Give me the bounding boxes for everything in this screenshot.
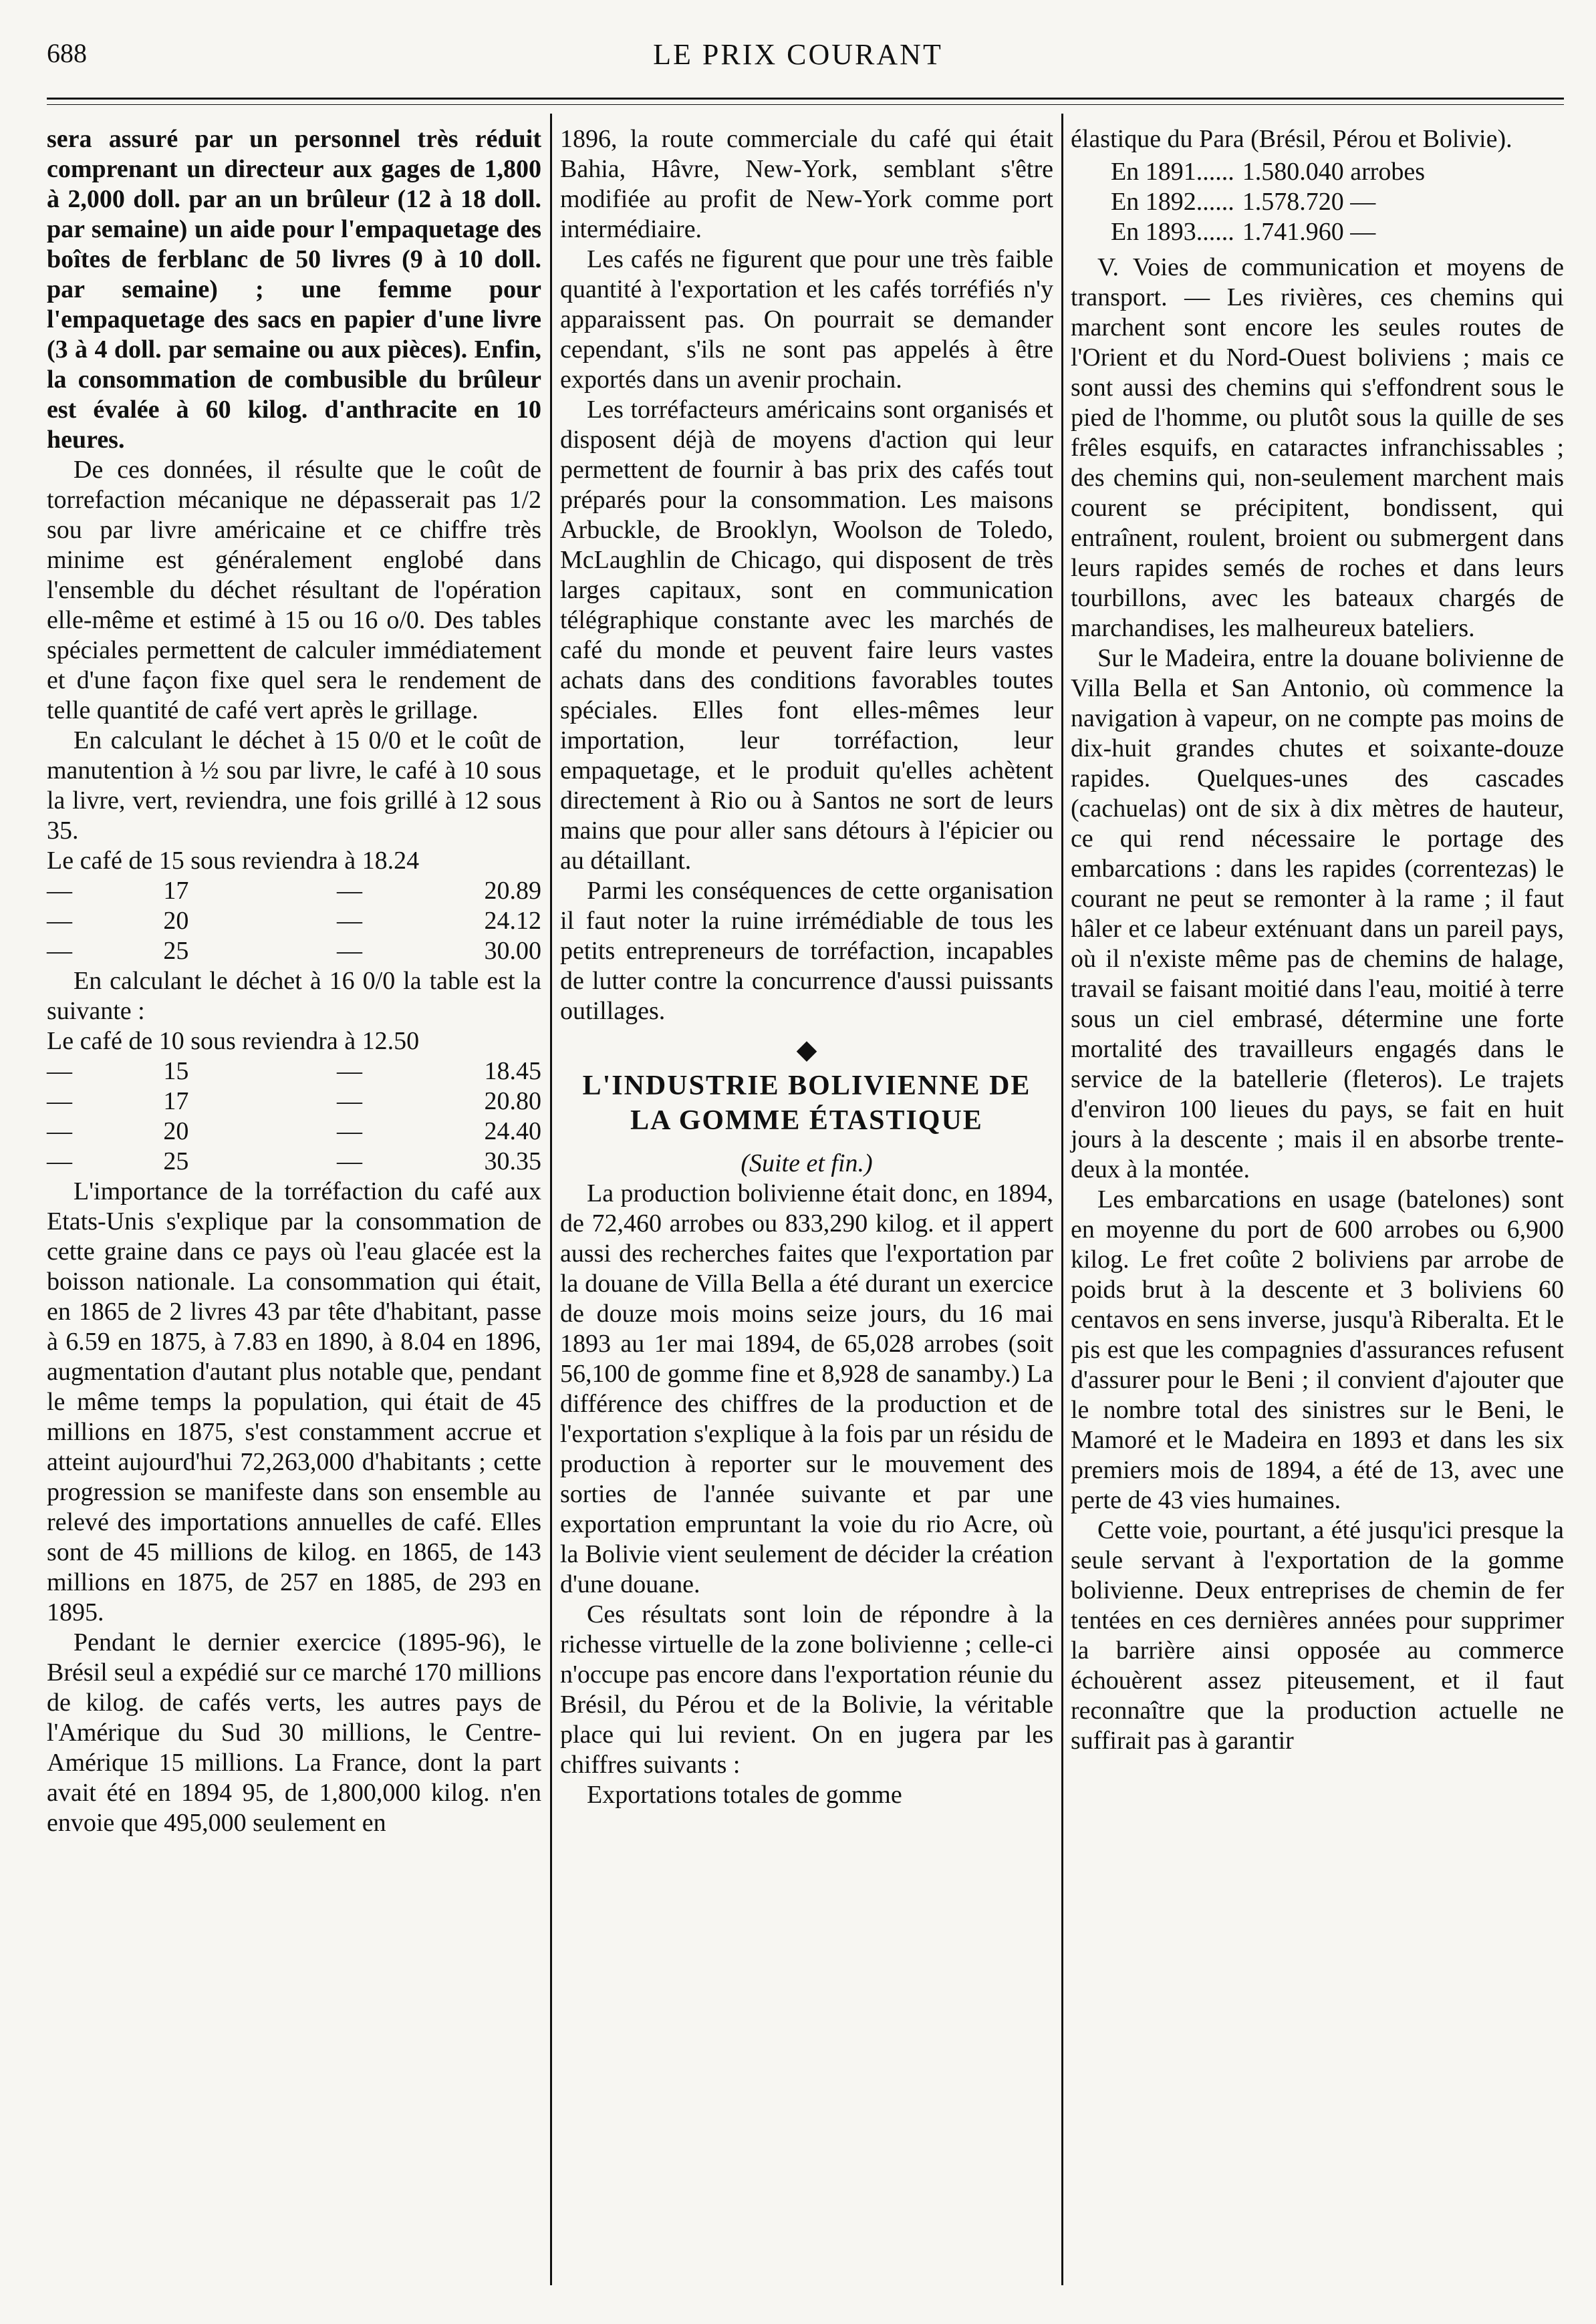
- column-divider-left: [550, 114, 552, 2285]
- ornament-icon: ◆: [796, 1034, 817, 1064]
- paragraph: En calculant le déchet à 16 0/0 la table est la suivante :: [47, 967, 541, 1025]
- section-subtitle: (Suite et fin.): [741, 1149, 873, 1177]
- paragraph: Sur le Madeira, entre la douane bolivienne de Villa Bella et San Antonio, où commence la navigation à vapeur, on ne compte pas moins de dix-huit grandes chutes et soixante-douze rapides. Quelques-unes des cascades (cachuelas) ont de six à dix mètres de hauteur, ce qui rend nécessaire le portage des embarcations : dans les rapides (correntezas) le courant ne peut se remonter à la rame ; il faut hâler et ce labeur exténuant dans un pareil pays, où il n'existe même pas de chemins de halage, travail se faisant moitié dans l'eau, moitié à terre sous un ciel embrasé, détermine une forte mortalité des travailleurs engagés dans le service de la batellerie (fleteros). Le trajets d'environ 100 lieues du pays, se fait en huit jours à la descente ; mais il en absorbe trente-deux à la montée.: [1071, 644, 1564, 1183]
- paragraph: élastique du Para (Brésil, Pérou et Bolivie).: [1071, 125, 1512, 153]
- paragraph: V. Voies de communication et moyens de transport. — Les rivières, ces chemins qui marchent sont encore les seules routes de l'Orient et du Nord-Ouest boliviens ; mais ce sont aussi des chemins qui s'effondrent sous le pied de l'homme, ou plutôt sous la quille de ses frêles esquifs, en cataractes infranchissables ; des chemins qui, non-seulement marchent mais courent se précipitent, bondissent, qui entraînent, roulent, broient ou submergent dans leurs rapides semés de roches et dans leurs tourbillons, avec les bateaux chargés de marchandises, les malheureux bateliers.: [1071, 253, 1564, 642]
- paragraph: Les cafés ne figurent que pour une très faible quantité à l'exportation et les cafés torréfiés n'y apparaissent pas. On pourrait se demander cependant, s'ils ne sont pas appelés à être exportés dans un avenir prochain.: [560, 245, 1053, 394]
- paragraph: Parmi les conséquences de cette organisation il faut noter la ruine irrémédiable de tous les petits entrepreneurs de torréfaction, incapables de lutter contre la concurrence d'aussi puissants outillages.: [560, 877, 1053, 1025]
- table-row: — 25 — 30.35: [47, 1147, 541, 1175]
- paragraph: En calculant le déchet à 15 0/0 et le coût de manutention à ½ sou par livre, le café à 10 sous la livre, vert, reviendra, une fois grillé à 12 sous 35.: [47, 726, 541, 845]
- column-2: [560, 124, 1053, 1810]
- column-1: [47, 124, 541, 1838]
- header-rule: [47, 98, 1564, 100]
- column-divider-right: [1061, 114, 1063, 2285]
- column-3: [1071, 124, 1564, 1756]
- paragraph: Ces résultats sont loin de répondre à la richesse virtuelle de la zone bolivienne ; celle-ci n'occupe pas encore dans l'exportation réunie du Brésil, du Pérou et de la Bolivie, la véritable place qui lui revient. On en jugera par les chiffres suivants :: [560, 1600, 1053, 1779]
- paragraph: L'importance de la torréfaction du café aux Etats-Unis s'explique par la consommation de cette graine dans ce pays où l'eau glacée est la boisson nationale. La consommation qui était, en 1865 de 2 livres 43 par tête d'habitant, passe à 6.59 en 1875, à 7.83 en 1890, à 8.04 en 1896, augmentation d'autant plus notable que, pendant le même temps la population, qui était de 45 millions en 1875, s'est constamment accrue et atteint aujourd'hui 72,263,000 d'habitants ; cette progression se manifeste dans son ensemble au relevé des importations annuelles de café. Elles sont de 45 millions de kilog. en 1865, de 143 millions en 1875, de 257 en 1885, de 293 en 1895.: [47, 1177, 541, 1626]
- paragraph: sera assuré par un personnel très réduit comprenant un directeur aux gages de 1,800 à 2,000 doll. par an un brûleur (12 à 18 doll. par semaine) un aide pour l'empaquetage des boîtes de ferblanc de 50 livres (9 à 10 doll. par semaine) ; une femme pour l'empaquetage des sacs en papier d'une livre (3 à 4 doll. par semaine ou aux pièces). Enfin, la consommation de combusible du brûleur est évalée à 60 kilog. d'anthracite en 10 heures.: [47, 125, 541, 454]
- table-row: — 20 — 24.40: [47, 1117, 541, 1145]
- export-table: [1111, 157, 1433, 247]
- paragraph: 1896, la route commerciale du café qui était Bahia, Hâvre, New-York, semblant s'être modifiée au profit de New-York comme port intermédiaire.: [560, 125, 1053, 243]
- table-row: — 25 — 30.00: [47, 937, 541, 965]
- table-row: — 17 — 20.80: [47, 1087, 541, 1115]
- section-title-line: LA GOMME ÉTASTIQUE: [630, 1105, 983, 1136]
- section-title-line: L'INDUSTRIE BOLIVIENNE DE: [582, 1070, 1031, 1101]
- table-row: En 1892...... 1.578.720 —: [1111, 188, 1376, 216]
- price-table-1: [47, 876, 541, 966]
- table-intro: Le café de 15 sous reviendra à 18.24: [47, 847, 420, 875]
- table-row: — 17 — 20.89: [47, 877, 541, 905]
- paragraph: Cette voie, pourtant, a été jusqu'ici presque la seule servant à l'exportation de la gomme bolivienne. Deux entreprises de chemin de fer tentées en ces dernières années pour supprimer la barrière ainsi opposée au commerce échouèrent assez piteusement, et il faut reconnaître que la production actuelle ne suffirait pas à garantir: [1071, 1516, 1564, 1755]
- paragraph: Pendant le dernier exercice (1895-96), le Brésil seul a expédié sur ce marché 170 millions de kilog. de cafés verts, les autres pays de l'Amérique du Sud 30 millions, le Centre-Amérique 15 millions. La France, dont la part avait été en 1894 95, de 1,800,000 kilog. n'en envoie que 495,000 seulement en: [47, 1628, 541, 1837]
- table-row: — 15 — 18.45: [47, 1057, 541, 1085]
- price-table-2: [47, 1056, 541, 1177]
- table-row: — 20 — 24.12: [47, 907, 541, 935]
- paragraph: La production bolivienne était donc, en 1894, de 72,460 arrobes ou 833,290 kilog. et il appert aussi des recherches faites que l'exportation par la douane de Villa Bella a été durant un exercice de douze mois moins seize jours, du 16 mai 1893 au 1er mai 1894, de 65,028 arrobes (soit 56,100 de gomme fine et 8,928 de sanamby.) La différence des chiffres de la production et de l'exportation s'explique à la fois par un résidu de production à reporter sur le mouvement des sorties de l'année suivante et par une exportation empruntant la voie du rio Acre, où la Bolivie vient seulement de décider la création d'une douane.: [560, 1179, 1053, 1598]
- paragraph: De ces données, il résulte que le coût de torrefaction mécanique ne dépasserait pas 1/2 sou par livre américaine et ce chiffre très minime est généralement englobé dans l'ensemble du déchet résultant de l'opération elle-même et estimé à 15 ou 16 o/0. Des tables spéciales permettent de calculer immédiatement et d'une façon fixe quel sera le rendement de telle quantité de café vert après le grillage.: [47, 456, 541, 724]
- table-row: En 1891...... 1.580.040 arrobes: [1111, 158, 1426, 186]
- paragraph: Les embarcations en usage (batelones) sont en moyenne du port de 600 arrobes ou 6,900 kilog. Le fret coûte 2 boliviens par arrobe de poids brut à la descente et 3 boliviens 60 centavos en sens inverse, jusqu'à Riberalta. Et le pis est que les compagnies d'assurances refusent d'assurer pour le Beni ; il convient d'ajouter que le nombre total des sinistres sur le Beni, le Mamoré et le Madeira en 1893 et dans les six premiers mois de 1894, a été de 13, avec une perte de 43 vies humaines.: [1071, 1185, 1564, 1514]
- table-row: En 1893...... 1.741.960 —: [1111, 218, 1376, 246]
- page-number: 688: [47, 38, 87, 68]
- page-header: [0, 37, 1596, 78]
- table-intro: Le café de 10 sous reviendra à 12.50: [47, 1027, 420, 1055]
- section-title: [560, 1068, 1053, 1138]
- paragraph: Les torréfacteurs américains sont organisés et disposent déjà de moyens d'action qui leur permettent de fournir à bas prix des cafés tout préparés pour la consommation. Les maisons Arbuckle, de Brooklyn, Woolson de Toledo, McLaughlin de Chicago, qui disposent de très larges capitaux, sont en communication télégraphique constante avec les marchés de café du monde et peuvent faire leurs vastes achats dans des conditions favorables toutes spéciales. Elles font elles-mêmes leur importation, leur torréfaction, leur empaquetage, et le produit qu'elles achètent directement à Rio ou à Santos ne sort de leurs mains que pour aller sans détours à l'épicier ou au détaillant.: [560, 396, 1053, 875]
- journal-title: LE PRIX COURANT: [653, 38, 943, 71]
- paragraph: Exportations totales de gomme: [587, 1781, 902, 1809]
- header-rule-thin: [47, 104, 1564, 105]
